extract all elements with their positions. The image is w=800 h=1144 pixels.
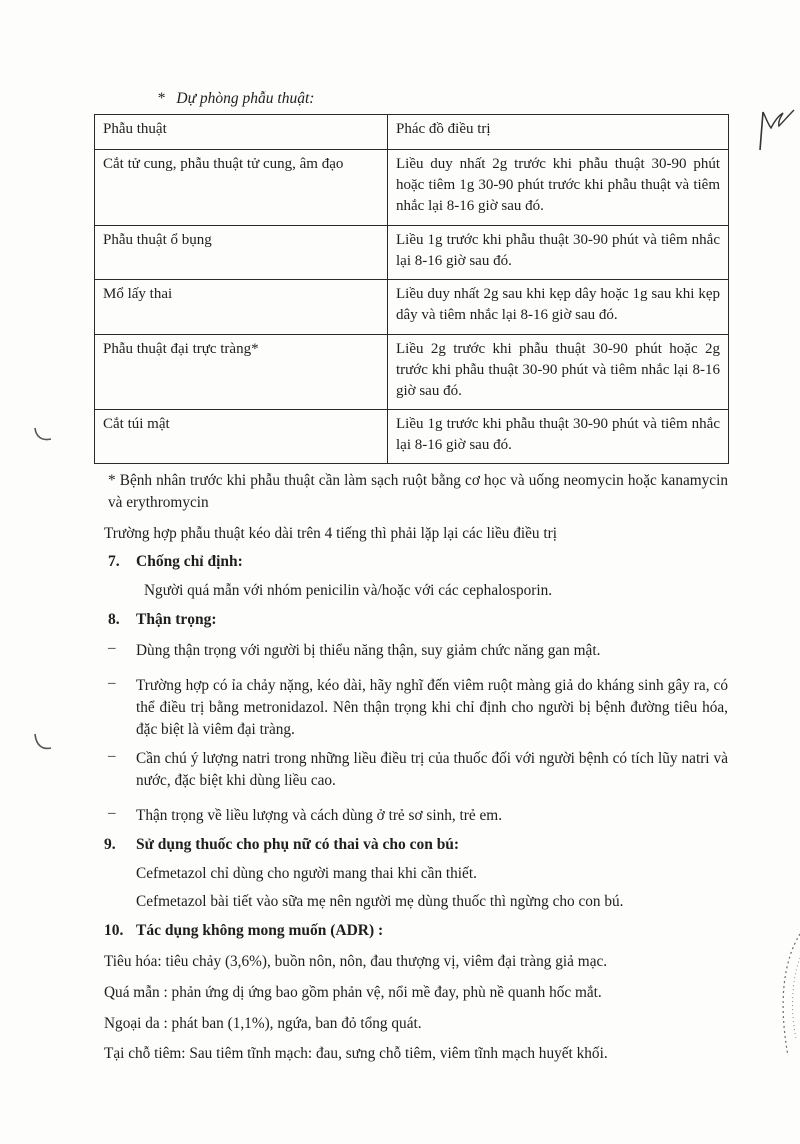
surgery-cell: Cắt túi mật — [95, 410, 388, 464]
repeat-note: Trường hợp phẫu thuật kéo dài trên 4 tiếng thì phải lặp lại các liều điều trị — [104, 525, 557, 542]
section-number: 10. — [104, 922, 124, 939]
table-header-row — [95, 115, 729, 150]
table-row — [95, 335, 729, 410]
adr-line: Tại chỗ tiêm: Sau tiêm tĩnh mạch: đau, sưng chỗ tiêm, viêm tĩnh mạch huyết khối. — [104, 1045, 608, 1062]
section-title: Chống chỉ định: — [136, 553, 243, 570]
margin-mark — [32, 731, 54, 753]
section-number: 8. — [108, 611, 120, 628]
dash-bullet: – — [108, 748, 116, 764]
caution-item: Trường hợp có ỉa chảy nặng, kéo dài, hãy nghĩ đến viêm ruột màng giả do kháng sinh gây ra, có thể điều trị bằng metronidazol. Nên thận trọng khi chỉ định cho người bị bệnh đường tiêu hóa, đặc biệt là viêm đại tràng. — [136, 677, 728, 738]
dash-bullet: – — [108, 640, 116, 656]
handwritten-initials — [752, 104, 798, 152]
margin-mark — [32, 424, 54, 444]
section-7-text: Người quá mẫn với nhóm penicilin và/hoặc với các cephalosporin. — [144, 582, 553, 599]
regimen-cell: Liều 1g trước khi phẫu thuật 30-90 phút và tiêm nhắc lại 8-16 giờ sau đó. — [388, 410, 729, 464]
section-number: 7. — [108, 553, 120, 570]
section-8-heading — [108, 611, 217, 629]
table-header-cell: Phẫu thuật — [95, 115, 388, 150]
section-title: Thận trọng: — [136, 611, 217, 628]
section-7-heading — [108, 553, 243, 571]
section-title: Tác dụng không mong muốn (ADR) : — [136, 922, 384, 939]
regimen-cell: Liều duy nhất 2g sau khi kẹp dây hoặc 1g sau khi kẹp dây và tiêm nhắc lại 8-16 giờ sau đó. — [388, 280, 729, 335]
surgery-cell: Mổ lấy thai — [95, 280, 388, 335]
footnote: * Bệnh nhân trước khi phẫu thuật cần làm sạch ruột bằng cơ học và uống neomycin hoặc kanamycin và erythromycin — [108, 472, 728, 511]
table-row — [95, 150, 729, 226]
stamp-fragment — [764, 930, 800, 1060]
section-10-heading — [104, 922, 383, 940]
table-row — [95, 280, 729, 335]
adr-line: Ngoại da : phát ban (1,1%), ngứa, ban đỏ tổng quát. — [104, 1015, 422, 1032]
caution-item: Cần chú ý lượng natri trong những liều điều trị của thuốc đối với người bệnh có tích lũy natri và nước, đặc biệt khi dùng liều cao. — [136, 750, 728, 789]
adr-line: Tiêu hóa: tiêu chảy (3,6%), buồn nôn, nôn, đau thượng vị, viêm đại tràng giả mạc. — [104, 953, 608, 970]
section-number: 9. — [104, 836, 116, 853]
table-row — [95, 226, 729, 280]
prophylaxis-heading-text: Dự phòng phẫu thuật: — [176, 90, 315, 107]
section-9-p2: Cefmetazol bài tiết vào sữa mẹ nên người mẹ dùng thuốc thì ngừng cho con bú. — [136, 893, 624, 910]
section-title: Sử dụng thuốc cho phụ nữ có thai và cho con bú: — [136, 836, 460, 853]
surgery-cell: Phẫu thuật ổ bụng — [95, 226, 388, 280]
caution-item: Thận trọng về liều lượng và cách dùng ở trẻ sơ sinh, trẻ em. — [136, 807, 503, 824]
table-row — [95, 410, 729, 464]
prophylaxis-heading — [157, 90, 314, 108]
regimen-cell: Liều 2g trước khi phẫu thuật 30-90 phút hoặc 2g trước khi phẫu thuật 30-90 phút và tiêm nhắc lại 8-16 giờ sau đó. — [388, 335, 729, 410]
table-header-cell: Phác đồ điều trị — [388, 115, 729, 150]
caution-item: Dùng thận trọng với người bị thiểu năng thận, suy giảm chức năng gan mật. — [136, 642, 601, 659]
dash-bullet: – — [108, 805, 116, 821]
regimen-cell: Liều duy nhất 2g trước khi phẫu thuật 30-90 phút hoặc tiêm 1g 30-90 phút trước khi phẫu thuật và tiêm nhắc lại 8-16 giờ sau đó. — [388, 150, 729, 226]
section-9-heading — [104, 836, 459, 854]
bullet-star: * — [157, 90, 165, 107]
regimen-cell: Liều 1g trước khi phẫu thuật 30-90 phút và tiêm nhắc lại 8-16 giờ sau đó. — [388, 226, 729, 280]
surgery-cell: Cắt tử cung, phẫu thuật tử cung, âm đạo — [95, 150, 388, 226]
prophylaxis-table — [94, 114, 729, 464]
adr-line: Quá mẫn : phản ứng dị ứng bao gồm phản vệ, nổi mề đay, phù nề quanh hốc mắt. — [104, 984, 602, 1001]
surgery-cell: Phẫu thuật đại trực tràng* — [95, 335, 388, 410]
dash-bullet: – — [108, 675, 116, 691]
section-9-p1: Cefmetazol chỉ dùng cho người mang thai khi cần thiết. — [136, 865, 477, 882]
